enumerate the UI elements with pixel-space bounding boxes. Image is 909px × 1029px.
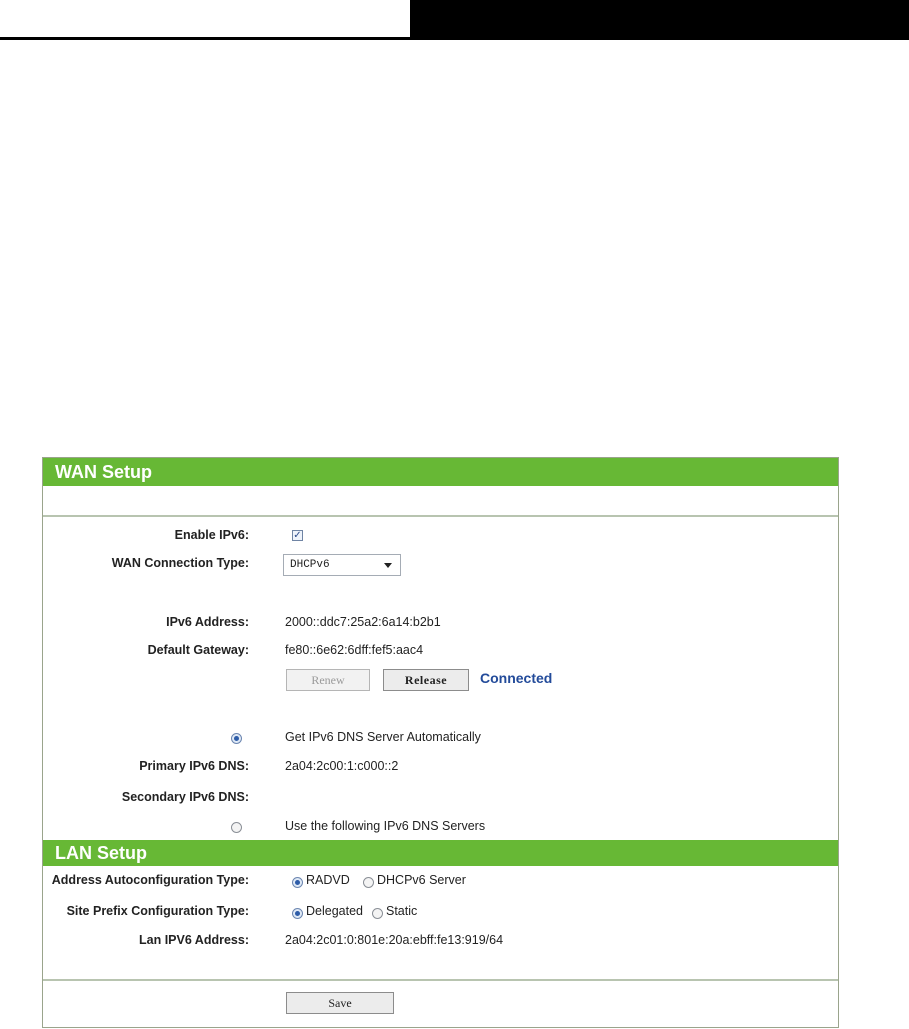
autoconf-dhcpv6-label: DHCPv6 Server (377, 873, 466, 887)
save-button[interactable]: Save (286, 992, 394, 1014)
wan-connection-type-value: DHCPv6 (290, 559, 330, 571)
primary-dns-value: 2a04:2c00:1:c000::2 (285, 759, 399, 773)
release-button[interactable]: Release (383, 669, 469, 691)
lan-setup-header: LAN Setup (43, 840, 838, 866)
prefix-static-radio[interactable] (372, 908, 383, 919)
ipv6-address-value: 2000::ddc7:25a2:6a14:b2b1 (285, 615, 441, 629)
default-gateway-label: Default Gateway: (147, 643, 249, 657)
page-header-block (410, 0, 909, 40)
renew-button[interactable]: Renew (286, 669, 370, 691)
chevron-down-icon (384, 563, 392, 568)
enable-ipv6-label: Enable IPv6: (174, 528, 249, 542)
dns-auto-label: Get IPv6 DNS Server Automatically (285, 730, 481, 744)
lan-ipv6-address-value: 2a04:2c01:0:801e:20a:ebff:fe13:919/64 (285, 933, 504, 947)
autoconf-radvd-label: RADVD (306, 873, 350, 887)
ipv6-address-label: IPv6 Address: (166, 615, 249, 629)
page-header-rule (0, 37, 412, 40)
prefix-delegated-label: Delegated (306, 904, 363, 918)
enable-ipv6-checkbox[interactable]: ✓ (293, 530, 302, 541)
primary-dns-label: Primary IPv6 DNS: (139, 759, 249, 773)
connection-status: Connected (480, 670, 553, 686)
address-autoconfiguration-type-label: Address Autoconfiguration Type: (51, 873, 249, 887)
prefix-delegated-radio[interactable] (292, 908, 303, 919)
site-prefix-configuration-type-label: Site Prefix Configuration Type: (66, 904, 249, 918)
lan-ipv6-address-label: Lan IPV6 Address: (139, 933, 249, 947)
wan-connection-type-label: WAN Connection Type: (111, 556, 249, 570)
divider (43, 979, 838, 981)
router-settings-panel (42, 457, 839, 1028)
autoconf-dhcpv6-radio[interactable] (363, 877, 374, 888)
default-gateway-value: fe80::6e62:6dff:fef5:aac4 (285, 643, 424, 657)
prefix-static-label: Static (386, 904, 418, 918)
wan-setup-header: WAN Setup (43, 458, 838, 486)
wan-connection-type-select[interactable] (283, 554, 401, 576)
autoconf-radvd-radio[interactable] (292, 877, 303, 888)
dns-auto-radio[interactable] (231, 733, 242, 744)
divider (43, 515, 838, 517)
secondary-dns-label: Secondary IPv6 DNS: (121, 790, 249, 804)
dns-manual-radio[interactable] (231, 822, 242, 833)
dns-manual-label: Use the following IPv6 DNS Servers (285, 819, 486, 833)
